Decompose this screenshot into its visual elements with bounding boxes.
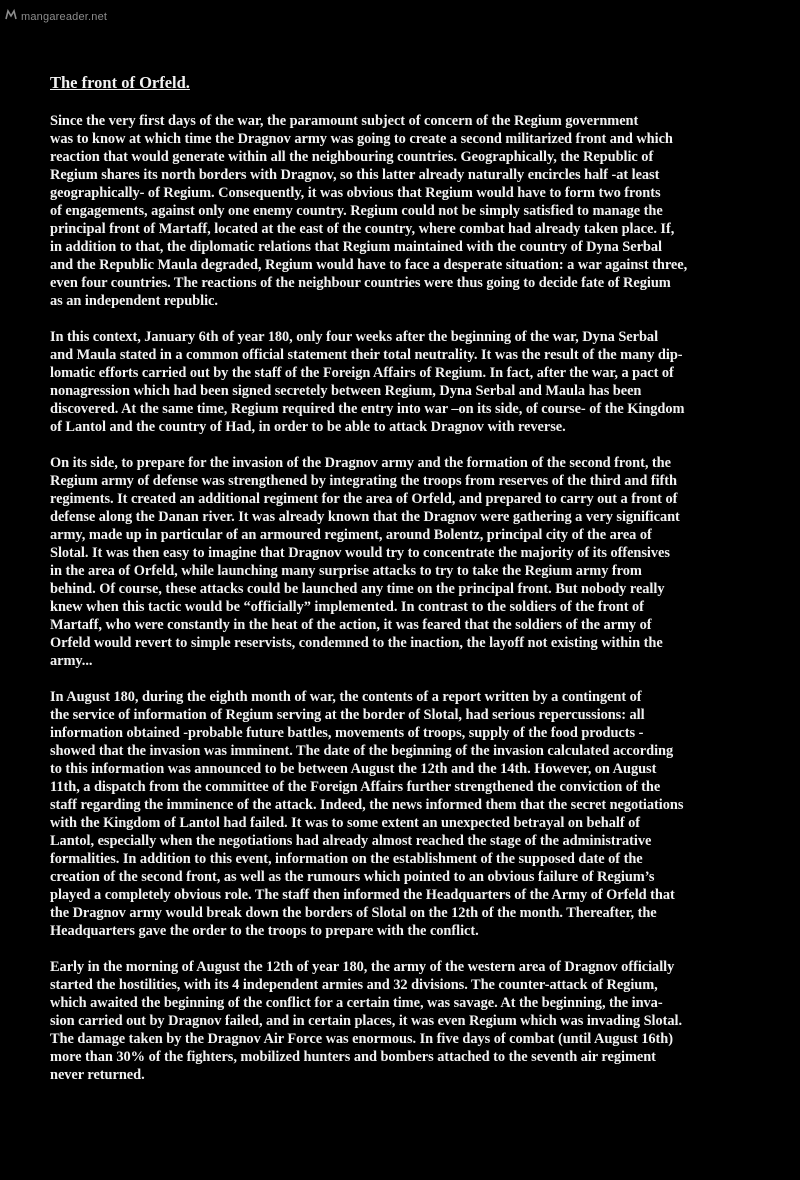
watermark-text: mangareader.net	[21, 10, 108, 23]
document-title: The front of Orfeld.	[50, 73, 190, 92]
document-page	[50, 74, 770, 1102]
paragraph-5: Early in the morning of August the 12th of year 180, the army of the western area of Dragnov officially started the hostilities, with its 4 independent armies and 32 divisions. The counter-attack of Regium, which awaited the beginning of the conflict for a certain time, was savage. At the beginning, the inva- sion carried out by Dragnov failed, and in certain places, it was even Regium which was invading Slotal. The damage taken by the Dragnov Air Force was enormous. In five days of combat (until August 16th) more than 30% of the fighters, mobilized hunters and bombers attached to the seventh air regiment never returned.	[50, 959, 683, 1083]
paragraph-4: In August 180, during the eighth month of war, the contents of a report written by a contingent of the service of information of Regium serving at the border of Slotal, had serious repercussions: all information obtained -probable future battles, movements of troops, supply of the food products - showed that the invasion was imminent. The date of the beginning of the invasion calculated according to this information was announced to be between August the 12th and the 14th. However, on August 11th, a dispatch from the committee of the Foreign Affairs further strengthened the conviction of the staff regarding the imminence of the attack. Indeed, the news informed them that the secret negotiations with the Kingdom of Lantol had failed. It was to some extent an unexpected betrayal on behalf of Lantol, especially when the negotiations had already almost reached the stage of the administrative formalities. In addition to this event, information on the establishment of the supposed date of the creation of the second front, as well as the rumours which pointed to an obvious failure of Regium’s played a completely obvious role. The staff then informed the Headquarters of the Army of Orfeld that the Dragnov army would break down the borders of Slotal on the 12th of the month. Thereafter, the Headquarters gave the order to the troops to prepare with the conflict.	[50, 689, 684, 939]
mangareader-logo-icon	[4, 8, 18, 25]
paragraph-1: Since the very first days of the war, the paramount subject of concern of the Regium government was to know at which time the Dragnov army was going to create a second militarized front and which reaction that would generate within all the neighbouring countries. Geographically, the Republic of Regium shares its north borders with Dragnov, so this latter already naturally encircles half -at least geographically- of Regium. Consequently, it was obvious that Regium would have to form two fronts of engagements, against only one enemy country. Regium could not be simply satisfied to manage the principal front of Martaff, located at the east of the country, where combat had already taken place. If, in addition to that, the diplomatic relations that Regium maintained with the country of Dyna Serbal and the Republic Maula degraded, Regium would have to face a desperate situation: a war against three, even four countries. The reactions of the neighbour countries were thus going to decide fate of Regium as an independent republic.	[50, 113, 688, 309]
paragraph-2: In this context, January 6th of year 180, only four weeks after the beginning of the war, Dyna Serbal and Maula stated in a common official statement their total neutrality. It was the result of the many dip- lomatic efforts carried out by the staff of the Foreign Affairs of Regium. In fact, after the war, a pact of nonagression which had been signed secretely between Regium, Dyna Serbal and Maula has been discovered. At the same time, Regium required the entry into war –on its side, of course- of the Kingdom of Lantol and the country of Had, in order to be able to attack Dragnov with reverse.	[50, 329, 685, 435]
paragraph-3: On its side, to prepare for the invasion of the Dragnov army and the formation of the second front, the Regium army of defense was strengthened by integrating the troops from reserves of the third and fifth regiments. It created an additional regiment for the area of Orfeld, and prepared to carry out a front of defense along the Danan river. It was already known that the Dragnov were gathering a very significant army, made up in particular of an armoured regiment, around Bolentz, principal city of the area of Slotal. It was then easy to imagine that Dragnov would try to concentrate the majority of its offensives in the area of Orfeld, while launching many surprise attacks to try to take the Regium army from behind. Of course, these attacks could be launched any time on the principal front. But nobody really knew when this tactic would be “officially” implemented. In contrast to the soldiers of the front of Martaff, who were constantly in the heat of the action, it was feared that the soldiers of the army of Orfeld would revert to simple reservists, condemned to the inaction, the layoff not existing within the army...	[50, 455, 680, 669]
watermark	[4, 8, 107, 25]
